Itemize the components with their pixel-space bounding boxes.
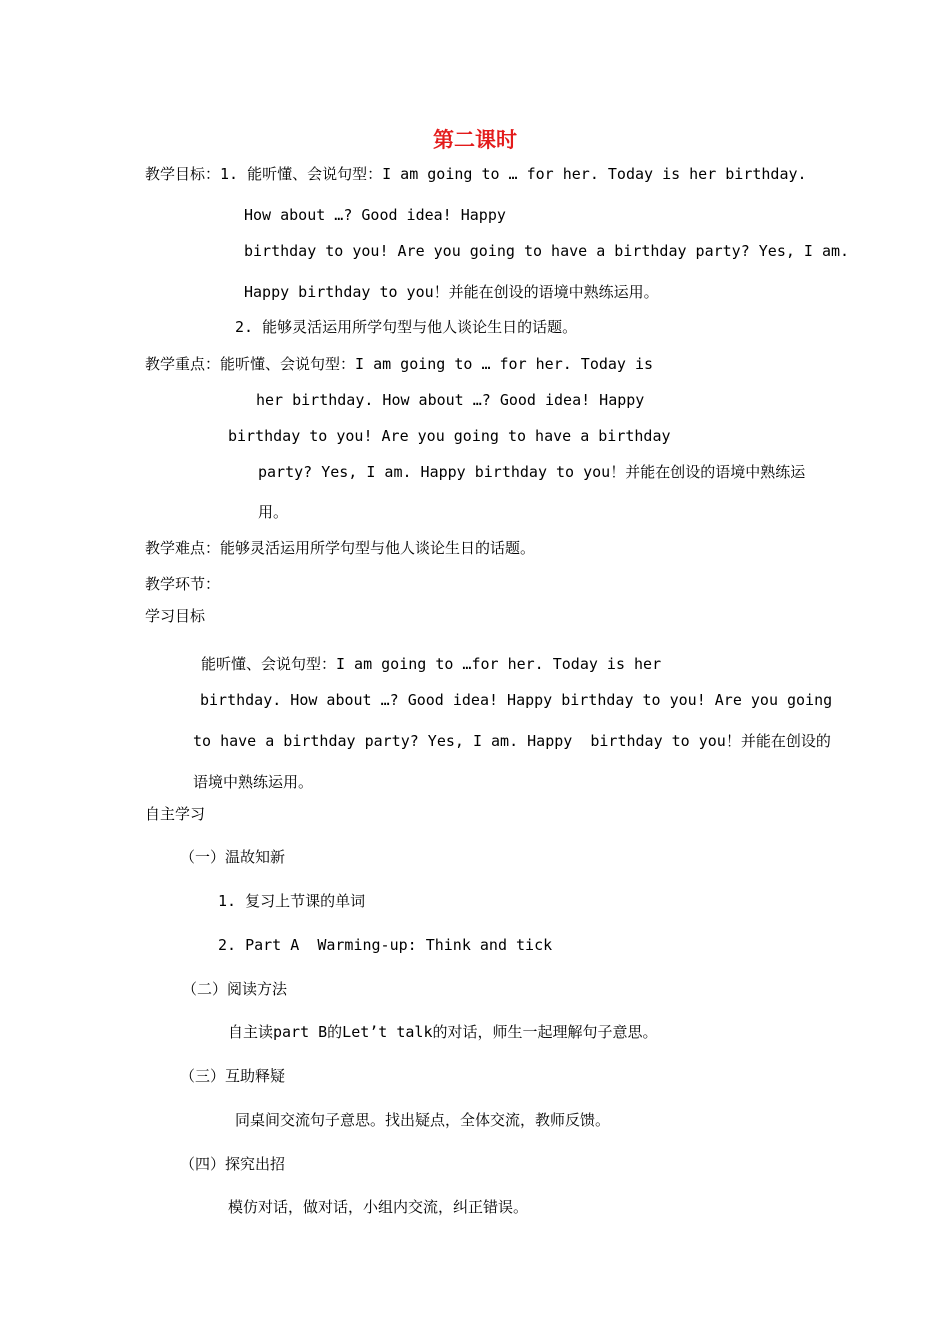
section-1-item-2: 2. Part A Warming-up: Think and tick (218, 936, 553, 954)
key-points-line-5: 用。 (258, 503, 289, 521)
key-points-line-2: her birthday. How about …? Good idea! Happy (256, 391, 645, 409)
study-goals-line-4: 语境中熟练运用。 (193, 773, 314, 791)
study-goals-line-2: birthday. How about …? Good idea! Happy birthday to you! Are you going (200, 691, 833, 709)
page-title: 第二课时 (433, 128, 517, 152)
goals-line-4: Happy birthday to you！并能在创设的语境中熟练运用。 (244, 283, 659, 301)
goals-line-2: How about …? Good idea! Happy (244, 206, 506, 224)
goals-item-2: 2. 能够灵活运用所学句型与他人谈论生日的话题。 (235, 318, 578, 336)
key-points-line-1 (145, 354, 653, 374)
difficulty-text: 能够灵活运用所学句型与他人谈论生日的话题。 (220, 539, 536, 557)
key-points-line-4: party? Yes, I am. Happy birthday to you！并能在创设的语境中熟练运 (258, 463, 806, 481)
self-study-heading: 自主学习 (145, 805, 206, 823)
key-points-label: 教学重点： (145, 355, 221, 373)
section-3-title: （三）互助释疑 (180, 1067, 286, 1085)
section-2-title: （二）阅读方法 (182, 980, 288, 998)
difficulty-label: 教学难点： (145, 539, 221, 557)
study-goals-line-3: to have a birthday party? Yes, I am. Happy birthday to you！并能在创设的 (193, 732, 831, 750)
section-1-item-1: 1. 复习上节课的单词 (218, 892, 366, 910)
study-goals-heading: 学习目标 (145, 607, 206, 625)
section-4-title: （四）探究出招 (180, 1155, 286, 1173)
steps-label: 教学环节： (145, 575, 221, 593)
section-3-text: 同桌间交流句子意思。找出疑点，全体交流，教师反馈。 (235, 1111, 611, 1129)
section-2-text: 自主读part B的Let’t talk的对话，师生一起理解句子意思。 (228, 1023, 658, 1041)
goals-item1-text: 1. 能听懂、会说句型：I am going to … for her. Today is her birthday. (220, 165, 807, 183)
key-points-line-3: birthday to you! Are you going to have a birthday (228, 427, 671, 445)
key-points-text: 能听懂、会说句型：I am going to … for her. Today is (220, 355, 654, 373)
section-1-title: （一）温故知新 (180, 848, 286, 866)
goals-line-1 (145, 164, 807, 184)
study-goals-line-1: 能听懂、会说句型：I am going to …for her. Today is her (201, 655, 662, 673)
section-4-text: 模仿对话，做对话，小组内交流，纠正错误。 (228, 1198, 529, 1216)
goals-line-3: birthday to you! Are you going to have a birthday party? Yes, I am. (244, 242, 850, 260)
difficulty-line (145, 538, 535, 558)
goals-label: 教学目标： (145, 165, 221, 183)
